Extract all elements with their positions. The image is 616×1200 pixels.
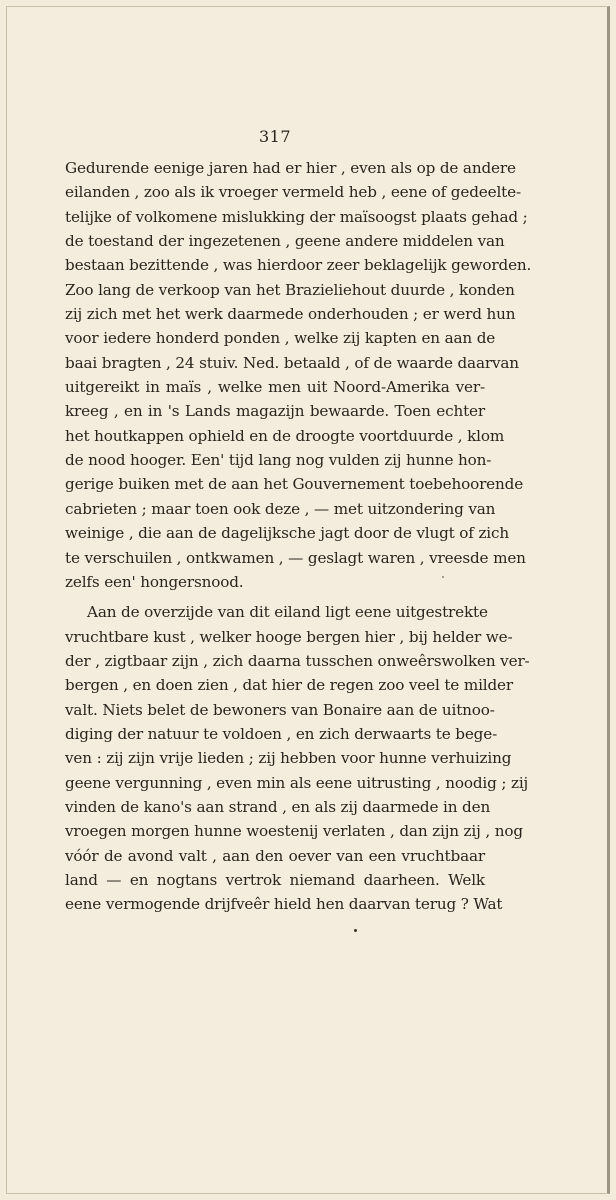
text-line: cabrieten ; maar toen ook deze , — met uitzondering van bbox=[65, 499, 496, 518]
text-line: bestaan bezittende , was hierdoor zeer beklagelijk geworden. bbox=[65, 256, 532, 275]
text-line: Aan de overzijde van dit eiland ligt eene uitgestrekte bbox=[87, 603, 488, 622]
text-line: telijke of volkomene mislukking der maïsoogst plaats gehad ; bbox=[65, 207, 528, 226]
text-line: vroegen morgen hunne woestenij verlaten , dan zijn zij , nog bbox=[65, 822, 523, 841]
text-line: baai bragten , 24 stuiv. Ned. betaald , of de waarde daarvan bbox=[65, 353, 519, 372]
text-line: te verschuilen , ontkwamen , — geslagt waren , vreesde men bbox=[65, 548, 526, 567]
page-number: 317 bbox=[258, 127, 292, 146]
text-line: bergen , en doen zien , dat hier de regen zoo veel te milder bbox=[65, 676, 514, 695]
text-line: zij zich met het werk daarmede onderhouden ; er werd hun bbox=[65, 305, 516, 324]
text-line: eene vermogende drijfveêr hield hen daarvan terug ? Wat bbox=[65, 895, 503, 914]
text-line: weinige , die aan de dagelijksche jagt door de vlugt of zich bbox=[65, 524, 510, 543]
ink-speck bbox=[354, 929, 357, 932]
text-line: eilanden , zoo als ik vroeger vermeld heb , eene of gedeelte- bbox=[65, 183, 521, 202]
text-line: zelfs een' hongersnood. bbox=[65, 572, 244, 591]
text-line: uitgereikt in maïs , welke men uit Noord-Amerika ver- bbox=[65, 378, 485, 397]
text-line: der , zigtbaar zijn , zich daarna tusschen onweêrswolken ver- bbox=[65, 651, 530, 670]
text-line: de toestand der ingezetenen , geene andere middelen van bbox=[65, 232, 505, 251]
text-line: Zoo lang de verkoop van het Brazieliehout duurde , konden bbox=[65, 280, 515, 299]
text-line: ven : zij zijn vrije lieden ; zij hebben voor hunne verhuizing bbox=[65, 749, 512, 768]
text-line: diging der natuur te voldoen , en zich derwaarts te bege- bbox=[65, 724, 498, 743]
text-line: land — en nogtans vertrok niemand daarheen. Welk bbox=[65, 870, 485, 889]
text-line: de nood hooger. Een' tijd lang nog vulden zij hunne hon- bbox=[65, 451, 492, 470]
text-block bbox=[65, 124, 532, 917]
text-line: Gedurende eenige jaren had er hier , even als op de andere bbox=[65, 159, 516, 177]
text-line: vinden de kano's aan strand , en als zij daarmede in den bbox=[65, 797, 491, 816]
text-line: vóór de avond valt , aan den oever van een vruchtbaar bbox=[65, 846, 485, 865]
paragraph-2 bbox=[65, 600, 530, 916]
paragraph-1 bbox=[65, 156, 532, 594]
text-line: gerige buiken met de aan het Gouvernement toebehoorende bbox=[65, 475, 524, 494]
text-line: vruchtbare kust , welker hooge bergen hier , bij helder we- bbox=[65, 627, 513, 646]
text-line: het houtkappen ophield en de droogte voortduurde , klom bbox=[65, 426, 505, 445]
text-line: voor iedere honderd ponden , welke zij kapten en aan de bbox=[65, 329, 496, 348]
text-line: geene vergunning , even min als eene uitrusting , noodig ; zij bbox=[65, 773, 529, 792]
ink-speck bbox=[442, 576, 444, 578]
text-line: kreeg , en in 's Lands magazijn bewaarde. Toen echter bbox=[65, 402, 485, 421]
text-line: valt. Niets belet de bewoners van Bonaire aan de uitnoo- bbox=[65, 700, 495, 719]
